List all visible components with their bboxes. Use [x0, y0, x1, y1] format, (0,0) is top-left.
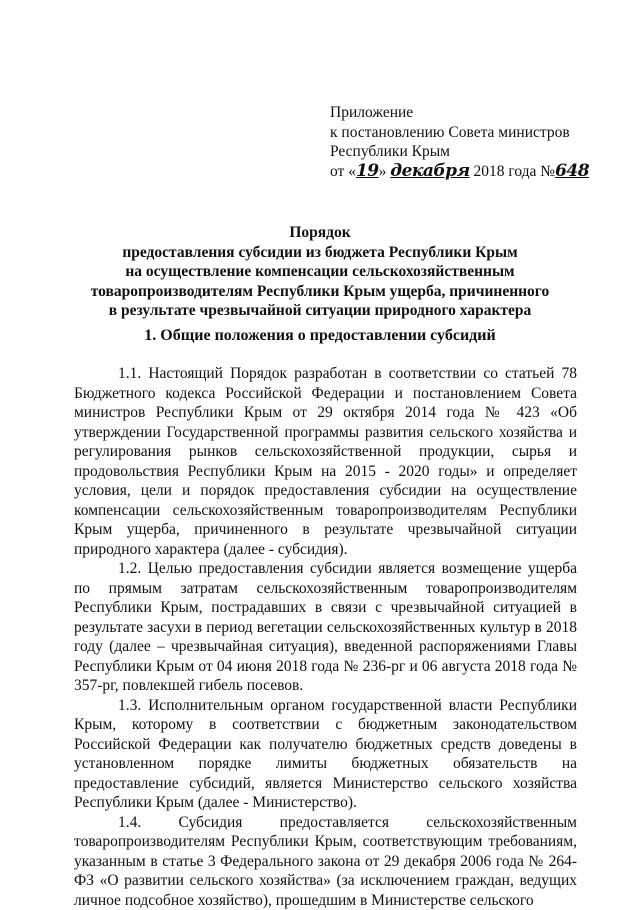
date-prefix: от « — [330, 163, 356, 180]
paragraph-1-2: 1.2. Целью предоставления субсидии является возмещение ущерба по прямым затратам сельскохозяйственным товаропроизводителям Республики Крым, пострадавших в связи с чрезвычайной ситуацией в результате засухи в период вегетации сельскохозяйственных культур в 2018 году (далее – чрезвычайная ситуация), введенной распоряжениями Главы Республики Крым от 04 июня 2018 года № 236-рг и 06 августа 2018 года № 357-рг, повлекшей гибель посевов. — [74, 559, 577, 696]
document-body — [74, 364, 577, 910]
appendix-line-2: к постановлению Совета министров — [330, 123, 589, 143]
handwritten-number: 648 — [555, 161, 589, 181]
title-line-4: товаропроизводителям Республики Крым ущерба, причиненного — [74, 282, 566, 302]
appendix-block — [330, 103, 589, 181]
document-title — [74, 223, 566, 321]
year-text: 2018 года № — [473, 163, 555, 180]
handwritten-month: декабря — [390, 161, 469, 181]
paragraph-1-4: 1.4. Субсидия предоставляется сельскохозяйственным товаропроизводителям Республики Крым, соответствующим требованиям, указанным в статье 3 Федерального закона от 29 декабря 2006 года № 264-ФЗ «О развитии сельского хозяйства» (за исключением граждан, ведущих личное подсобное хозяйство), прошедшим в Министерстве сельского — [74, 813, 577, 910]
title-line-2: предоставления субсидии из бюджета Республики Крым — [74, 243, 566, 263]
title-line-1: Порядок — [74, 223, 566, 243]
paragraph-1-3: 1.3. Исполнительным органом государственной власти Республики Крым, которому в соответствии с бюджетным законодательством Российской Федерации как получателю бюджетных средств доведены в установленном порядке лимиты бюджетных обязательств на предоставление субсидий, является Министерство сельского хозяйства Республики Крым (далее - Министерство). — [74, 696, 577, 813]
handwritten-day: 19 — [356, 161, 379, 181]
title-line-3: на осуществление компенсации сельскохозяйственным — [74, 262, 566, 282]
date-mid: » — [379, 163, 387, 180]
appendix-date-line — [330, 162, 589, 182]
appendix-line-3: Республики Крым — [330, 142, 589, 162]
section-heading: 1. Общие положения о предоставлении субсидий — [74, 326, 566, 346]
paragraph-1-1: 1.1. Настоящий Порядок разработан в соответствии со статьей 78 Бюджетного кодекса Российской Федерации и постановлением Совета министров Республики Крым от 29 октября 2014 года № 423 «Об утверждении Государственной программы развития сельского хозяйства и регулирования рынков сельскохозяйственной продукции, сырья и продовольствия Республики Крым на 2015 - 2020 годы» и определяет условия, цели и порядок предоставления субсидии на осуществление компенсации сельскохозяйственным товаропроизводителям Республики Крым ущерба, причиненного в результате чрезвычайной ситуации природного характера (далее - субсидия). — [74, 364, 577, 559]
title-line-5: в результате чрезвычайной ситуации природного характера — [74, 301, 566, 321]
appendix-line-1: Приложение — [330, 103, 589, 123]
